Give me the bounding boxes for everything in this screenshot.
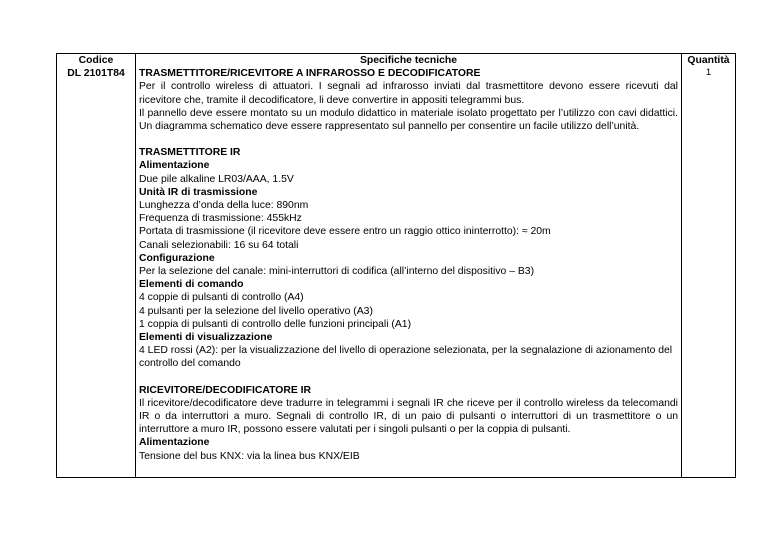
transmitter-power-text: Due pile alkaline LR03/AAA, 1.5V [139,173,294,185]
config-title: Configurazione [139,252,215,264]
ir-line: Portata di trasmissione (il ricevitore deve essere entro un raggio ottico ininterrotto): ≈ 20m [139,226,551,238]
display-title: Elementi di visualizzazione [139,332,273,344]
description-cell [136,54,682,478]
transmitter-title: TRASMETTITORE IR [139,147,241,159]
product-code: DL 2101T84 [67,68,125,80]
receiver-power-text: Tensione del bus KNX: via la linea bus KNX/EIB [139,450,360,462]
spec-header: Specifiche tecniche [359,55,458,66]
config-text: Per la selezione del canale: mini-interruttori di codifica (all’interno del dispositivo – B3) [139,266,535,278]
spacer [139,371,678,384]
quantity-value: 1 [705,67,712,79]
quantity-header: Quantità [687,55,730,66]
transmitter-power-title: Alimentazione [139,160,210,172]
controls-line: 4 coppie di pulsanti di controllo (A4) [139,292,304,304]
controls-title: Elementi di comando [139,279,244,291]
table-row [57,54,736,478]
quantity-cell [682,54,736,478]
spec-table [56,53,736,478]
display-text: 4 LED rossi (A2): per la visualizzazione del livello di operazione selezionata, per la segnalazione di azionamento del controllo del comando [139,345,673,370]
ir-line: Lunghezza d’onda della luce: 890nm [139,200,309,212]
intro-title: TRASMETTITORE/RICEVITORE A INFRAROSSO E DECODIFICATORE [139,68,481,80]
ir-line: Frequenza di trasmissione: 455kHz [139,213,302,225]
code-cell [57,54,136,478]
controls-line: 1 coppia di pulsanti di controllo delle funzioni principali (A1) [139,318,412,330]
ir-line: Canali selezionabili: 16 su 64 totali [139,239,299,251]
intro-paragraph-2: Il pannello deve essere montato su un modulo didattico in materiale isolato progettato per l’utilizzo con cavi didattici. Un diagramma schematico deve essere rappresentato sul pannello per consentire un facile utilizzo dell’unità. [139,107,678,133]
controls-line: 4 pulsanti per la selezione del livello operativo (A3) [139,305,373,317]
ir-unit-title: Unità IR di trasmissione [139,186,258,198]
receiver-text: Il ricevitore/decodificatore deve tradurre in telegrammi i segnali IR che riceve per il controllo wireless da telecomandi IR o da interruttori a muro. Segnali di controllo IR, di un paio di pulsanti o interruttori di un trasmettitore o un interruttore a muro IR, possono essere valutati per i singoli pulsanti o per la coppia di pulsanti. [139,397,678,436]
intro-paragraph-1: Per il controllo wireless di attuatori. I segnali ad infrarosso inviati dal trasmettitore devono essere ricevuti dal ricevitore che, tramite il decodificatore, li deve convertire in appositi telegrammi bus. [139,81,678,106]
code-header: Codice [78,55,114,66]
spacer [139,133,678,146]
receiver-title: RICEVITORE/DECODIFICATORE IR [139,384,312,396]
receiver-power-title: Alimentazione [139,437,210,449]
